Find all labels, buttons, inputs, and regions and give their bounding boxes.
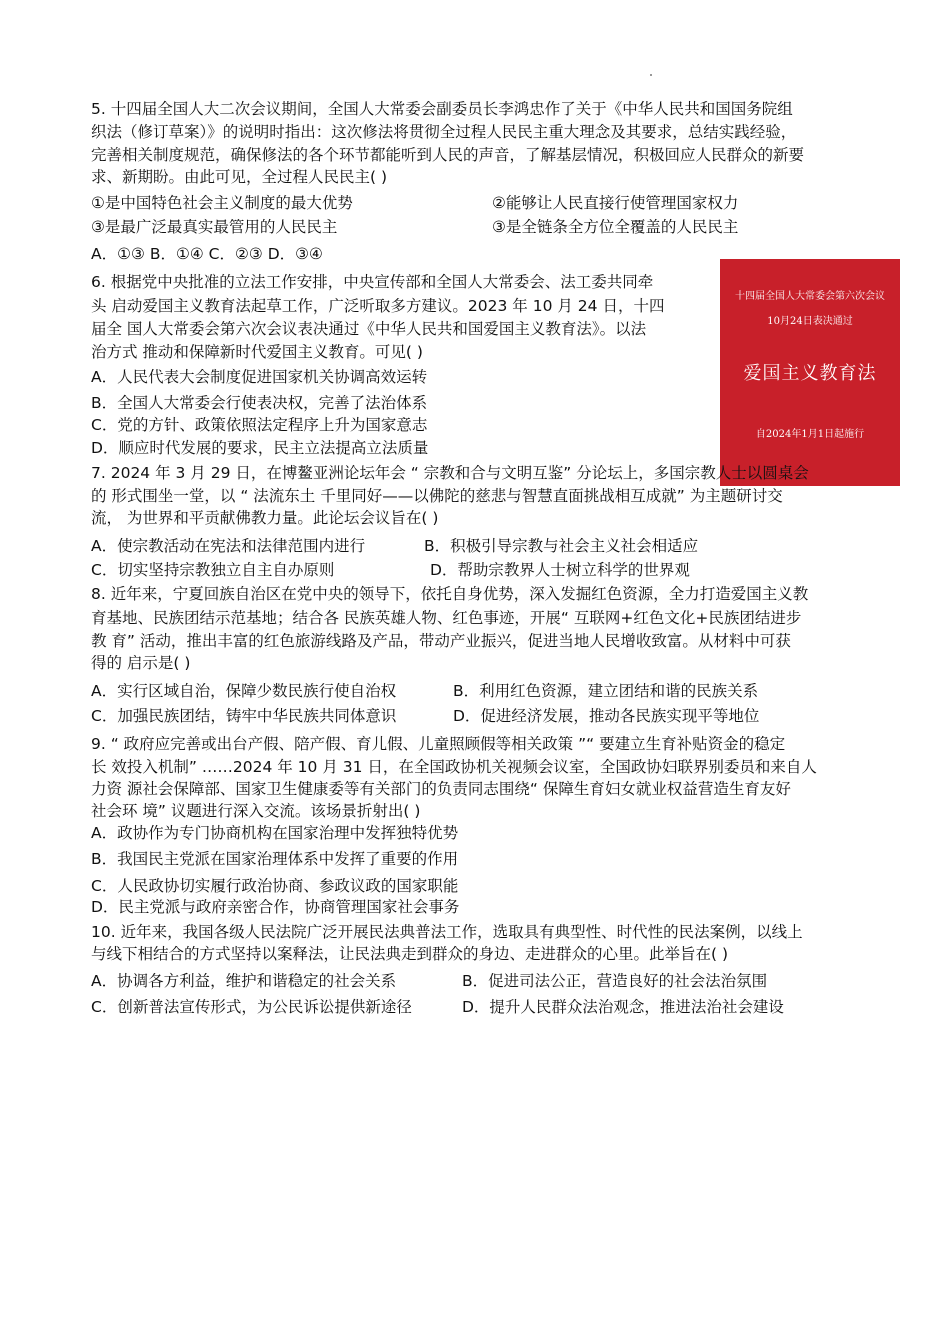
- q5-option-2: ②能够让人民直接行使管理国家权力: [492, 194, 739, 212]
- q7-line-2: 的 形式围坐一堂，以 “ 法流东土 千里同好——以佛陀的慈悲与智慧直面挑战相互成就” 为主题研讨交: [91, 487, 783, 505]
- q10-option-a: A．协调各方利益，维护和谐稳定的社会关系: [91, 972, 397, 990]
- q7-line-1: 7. 2024 年 3 月 29 日，在博鳌亚洲论坛年会 “ 宗教和合与文明互鉴” 分论坛上，多国宗教人士以圆桌会: [91, 464, 809, 482]
- q5-answers: A．①③ B．①④ C．②③ D．③④: [91, 245, 323, 263]
- poster-line-4: 自2024年1月1日起施行: [755, 429, 865, 440]
- q8-line-1: 8. 近年来，宁夏回族自治区在党中央的领导下，依托自身优势，深入发掘红色资源，全力打造爱国主义教: [91, 585, 809, 603]
- q9-option-d: D．民主党派与政府亲密合作，协商管理国家社会事务: [91, 898, 460, 916]
- q10-line-1: 10. 近年来，我国各级人民法院广泛开展民法典普法工作，选取具有典型性、时代性的民法案例，以线上: [91, 923, 803, 941]
- q8-line-4: 得的 启示是( ): [91, 654, 191, 672]
- q5-line-4: 求、新期盼。由此可见，全过程人民民主( ): [91, 168, 388, 186]
- q6-option-b: B．全国人大常委会行使表决权，完善了法治体系: [91, 394, 428, 412]
- q8-option-a: A．实行区域自治，保障少数民族行使自治权: [91, 682, 397, 700]
- q6-option-a: A．人民代表大会制度促进国家机关协调高效运转: [91, 368, 428, 386]
- q9-line-4: 社会环 境” 议题进行深入交流。该场景折射出( ): [91, 802, 421, 820]
- q7-option-b: B．积极引导宗教与社会主义社会相适应: [424, 537, 699, 555]
- q9-line-3: 力资 源社会保障部、国家卫生健康委等有关部门的负责同志围绕“ 保障生育妇女就业权益营造生育友好: [91, 780, 791, 798]
- poster-line-2: 10月24日表决通过: [767, 316, 853, 327]
- q9-line-2: 长 效投入机制” ……2024 年 10 月 31 日，在全国政协机关视频会议室，全国政协妇联界别委员和来自人: [91, 758, 817, 776]
- poster-line-1: 十四届全国人大常委会第六次会议: [735, 291, 885, 302]
- poster-title: 爱国主义教育法: [743, 363, 877, 384]
- q8-line-2: 育基地、民族团结示范基地；结合各 民族英雄人物、红色事迹，开展“ 互联网+红色文化+民族团结进步: [91, 609, 802, 627]
- q10-option-d: D．提升人民群众法治观念，推进法治社会建设: [462, 998, 784, 1016]
- q5-line-1: 5. 十四届全国人大二次会议期间，全国人大常委会副委员长李鸿忠作了关于《中华人民共和国国务院组: [91, 100, 793, 118]
- q5-line-2: 织法（修订草案）》的说明时指出：这次修法将贯彻全过程人民民主重大理念及其要求，总结实践经验，: [91, 123, 797, 141]
- q6-line-4: 治方式 推动和保障新时代爱国主义教育。可见( ): [91, 343, 423, 361]
- q8-option-c: C．加强民族团结，铸牢中华民族共同体意识: [91, 707, 397, 725]
- q6-line-3: 届全 国人大常委会第六次会议表决通过《中华人民共和国爱国主义教育法》。以法: [91, 320, 647, 338]
- q5-option-3: ③是最广泛最真实最管用的人民民主: [91, 218, 338, 236]
- q6-option-c: C．党的方针、政策依照法定程序上升为国家意志: [91, 416, 428, 434]
- q5-option-1: ①是中国特色社会主义制度的最大优势: [91, 194, 353, 212]
- law-poster-image: [720, 259, 900, 486]
- q7-option-d: D．帮助宗教界人士树立科学的世界观: [430, 561, 690, 579]
- q8-option-b: B．利用红色资源，建立团结和谐的民族关系: [453, 682, 759, 700]
- q6-line-2: 头 启动爱国主义教育法起草工作，广泛听取多方建议。2023 年 10 月 24 日，十四: [91, 297, 665, 315]
- q9-option-b: B．我国民主党派在国家治理体系中发挥了重要的作用: [91, 850, 459, 868]
- q9-option-a: A．政协作为专门协商机构在国家治理中发挥独特优势: [91, 824, 459, 842]
- q6-line-1: 6. 根据党中央批准的立法工作安排，中央宣传部和全国人大常委会、法工委共同牵: [91, 273, 654, 291]
- q7-option-c: C．切实坚持宗教独立自主自办原则: [91, 561, 335, 579]
- q6-option-d: D．顺应时代发展的要求，民主立法提高立法质量: [91, 439, 429, 457]
- page-dot: [650, 74, 652, 76]
- q10-line-2: 与线下相结合的方式坚持以案释法，让民法典走到群众的身边、走进群众的心里。此举旨在( ): [91, 945, 729, 963]
- q9-line-1: 9. “ 政府应完善或出台产假、陪产假、育儿假、儿童照顾假等相关政策 ”“ 要建立生育补贴资金的稳定: [91, 735, 786, 753]
- q5-line-3: 完善相关制度规范，确保修法的各个环节都能听到人民的声音，了解基层情况，积极回应人民群众的新要: [91, 146, 805, 164]
- q9-option-c: C．人民政协切实履行政治协商、参政议政的国家职能: [91, 877, 459, 895]
- q8-line-3: 教 育” 活动，推出丰富的红色旅游线路及产品，带动产业振兴，促进当地人民增收致富。从材料中可获: [91, 632, 791, 650]
- q5-option-4: ③是全链条全方位全覆盖的人民民主: [492, 218, 739, 236]
- q10-option-b: B．促进司法公正，营造良好的社会法治氛围: [462, 972, 768, 990]
- q10-option-c: C．创新普法宣传形式，为公民诉讼提供新途径: [91, 998, 412, 1016]
- q7-option-a: A．使宗教活动在宪法和法律范围内进行: [91, 537, 366, 555]
- q8-option-d: D．促进经济发展，推动各民族实现平等地位: [453, 707, 760, 725]
- q7-line-3: 流， 为世界和平贡献佛教力量。此论坛会议旨在( ): [91, 509, 439, 527]
